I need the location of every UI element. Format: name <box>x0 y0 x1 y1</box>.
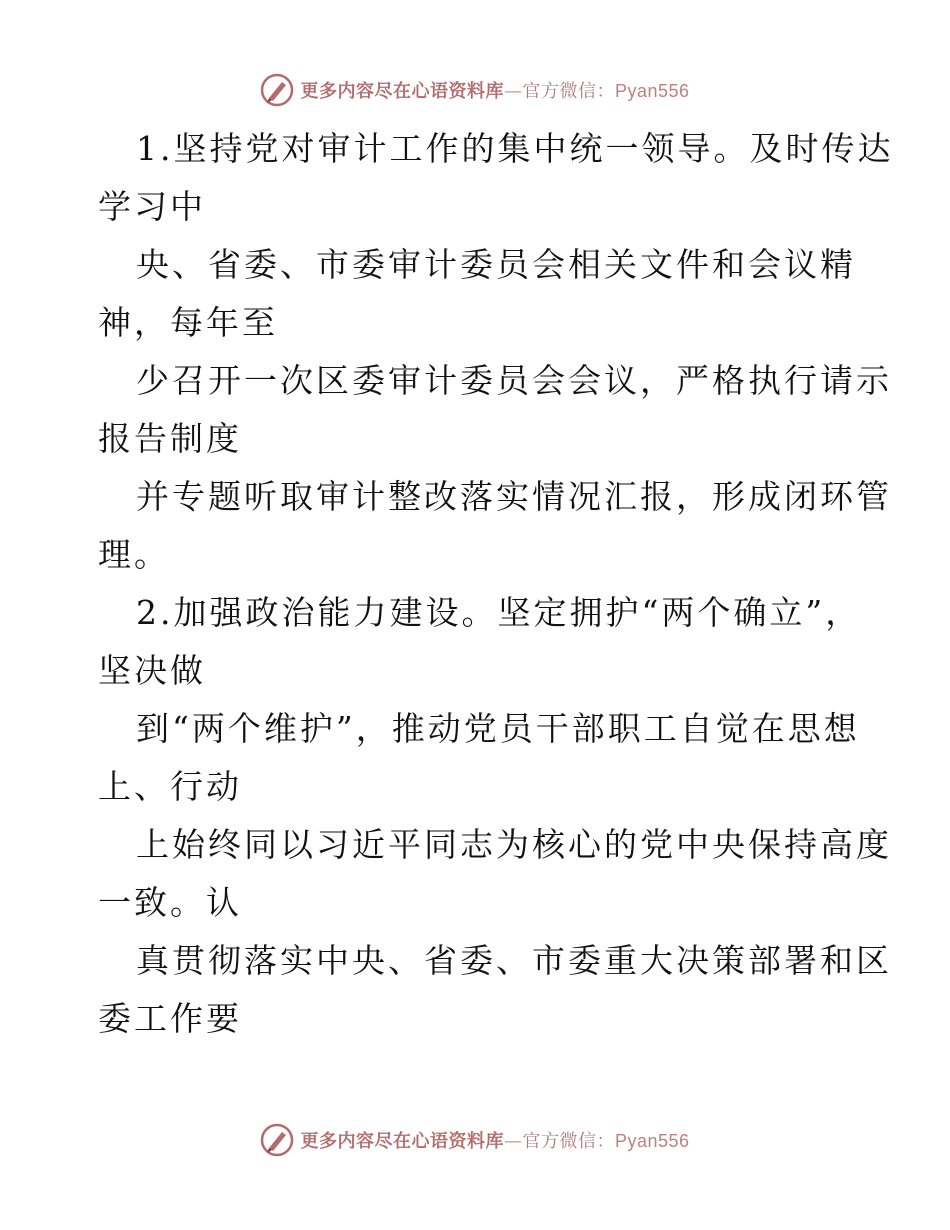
text-line: 神，每年至 <box>98 303 278 342</box>
text-line: 一致。认 <box>98 883 242 922</box>
document-body <box>98 120 894 1048</box>
text-line: 学习中 <box>98 187 206 226</box>
text-line: 理。 <box>98 535 170 574</box>
text-line: 到“两个维护”，推动党员干部职工自觉在思想 <box>136 709 860 748</box>
text-line: 少召开一次区委审计委员会会议，严格执行请示 <box>136 361 892 400</box>
watermark-wechat-id: Pyan556 <box>614 81 690 101</box>
text-line: 上始终同以习近平同志为核心的党中央保持高度 <box>136 825 892 864</box>
text-line: 真贯彻落实中央、省委、市委重大决策部署和区 <box>136 941 892 980</box>
pen-logo-icon <box>260 1123 294 1157</box>
watermark-brand: 更多内容尽在心语资料库 <box>300 1131 504 1152</box>
watermark-text <box>300 77 689 103</box>
text-line: 央、省委、市委审计委员会相关文件和会议精 <box>136 245 856 284</box>
text-line: 委工作要 <box>98 999 242 1038</box>
text-line: 上、行动 <box>98 767 242 806</box>
text-line: 并专题听取审计整改落实情况汇报，形成闭环管 <box>136 477 892 516</box>
watermark-wechat-id: Pyan556 <box>614 1131 690 1151</box>
text-line: 报告制度 <box>98 419 242 458</box>
watermark-wechat-label: 官方微信： <box>522 81 615 102</box>
watermark-separator: — <box>503 1131 523 1152</box>
pen-logo-icon <box>260 73 294 107</box>
footer-watermark <box>0 1120 950 1160</box>
text-line: 坚决做 <box>98 651 206 690</box>
text-line: 2.加强政治能力建设。坚定拥护“两个确立”， <box>136 593 862 632</box>
text-line: 1.坚持党对审计工作的集中统一领导。及时传达 <box>136 129 894 168</box>
header-watermark <box>0 70 950 110</box>
watermark-wechat-label: 官方微信： <box>522 1131 615 1152</box>
watermark-separator: — <box>503 81 523 102</box>
watermark-text <box>300 1127 689 1153</box>
watermark-brand: 更多内容尽在心语资料库 <box>300 81 504 102</box>
